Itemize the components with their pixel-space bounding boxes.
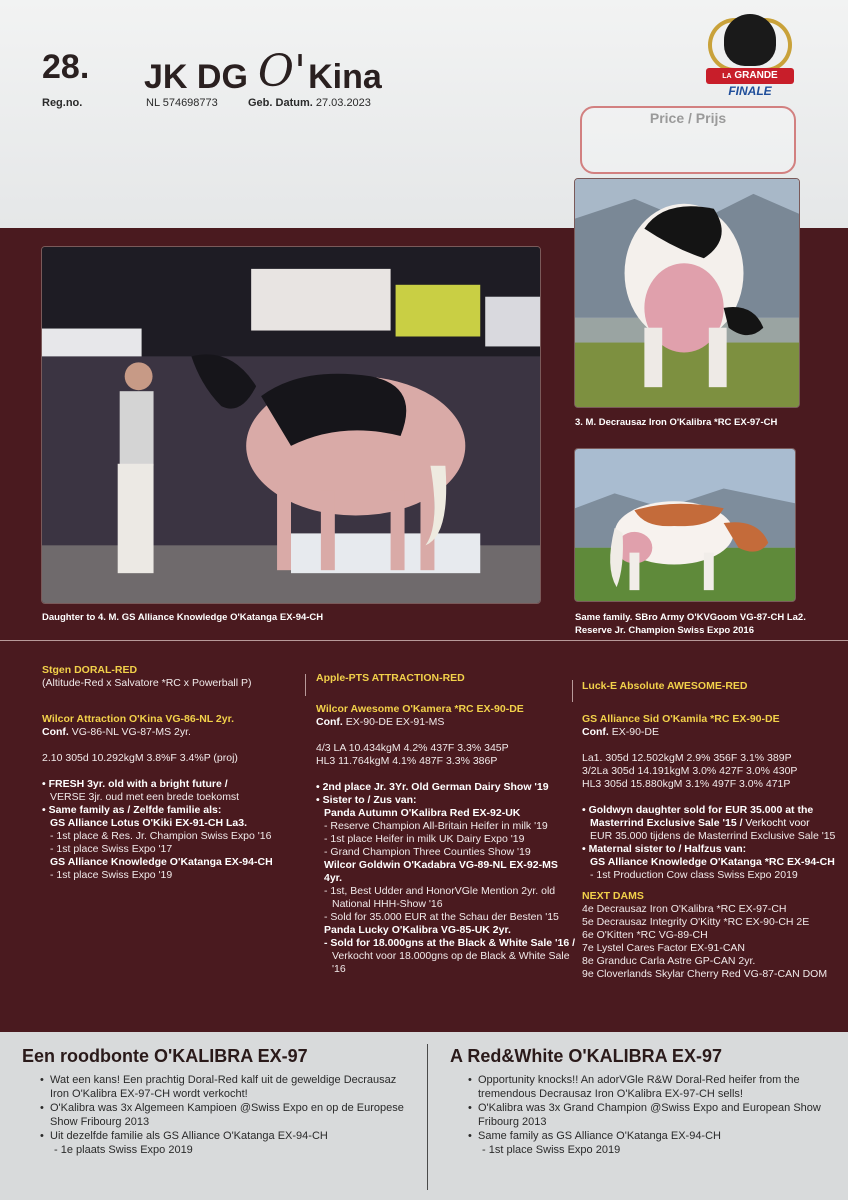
summary-item: • O'Kalibra was 3x Algemeen Kampioen @Swiss Expo en op de Europese Show Fribourg 2013 — [40, 1101, 417, 1129]
dam-conf: Conf. VG-86-NL VG-87-MS 2yr. — [42, 726, 191, 738]
logo-finale: FINALE — [728, 84, 772, 98]
main-photo — [41, 246, 541, 604]
sire-name: Apple-PTS ATTRACTION-RED — [316, 672, 465, 684]
pedigree-column-sire — [42, 664, 298, 882]
dam-production: 2.10 305d 10.292kgM 3.8%F 3.4%P (proj) — [42, 752, 238, 764]
summary-subitem: - 1e plaats Swiss Expo 2019 — [54, 1144, 193, 1156]
dam-name: Wilcor Awesome O'Kamera *RC EX-90-DE — [316, 703, 524, 715]
family-member: GS Alliance Lotus O'Kiki EX-91-CH La3. — [50, 817, 247, 829]
sister-achievement: - 1st, Best Udder and HonorVGle Mention 2yr. old — [324, 885, 556, 897]
price-box — [580, 106, 796, 174]
highlight: • 2nd place Jr. 3Yr. Old German Dairy Show '19 — [316, 781, 549, 793]
animal-name — [144, 48, 382, 99]
summary-subitem: - 1st place Swiss Expo 2019 — [482, 1144, 621, 1156]
sister-achievement: - Reserve Champion All-Britain Heifer in milk '19 — [324, 820, 548, 832]
family-heading: • Same family as / Zelfde familie als: — [42, 804, 222, 816]
dam-production: HL3 305d 15.880kgM 3.1% 497F 3.0% 471P — [582, 778, 791, 790]
family-achievement: - 1st place Swiss Expo '19 — [50, 869, 173, 881]
sister-achievement: - Sold for 35.000 EUR at the Schau der Besten '15 — [324, 911, 559, 923]
price-label: Price / Prijs — [649, 110, 727, 126]
highlight: Masterrind Exclusive Sale '15 / Verkocht voor — [590, 817, 810, 829]
next-dam: 6e O'Kitten *RC VG-89-CH — [582, 929, 708, 941]
summary-item: • Wat een kans! Een prachtig Doral-Red kalf uit de geweldige Decrausaz Iron O'Kalibra EX-97-CH wordt verkocht! — [40, 1073, 417, 1101]
lot-number: 28. — [42, 48, 90, 86]
family-member: GS Alliance Knowledge O'Katanga EX-94-CH — [50, 856, 273, 868]
next-dam: 5e Decrausaz Integrity O'Kitty *RC EX-90-CH 2E — [582, 916, 810, 928]
cow-head-icon — [724, 14, 776, 66]
main-photo-caption: Daughter to 4. M. GS Alliance Knowledge O'Katanga EX-94-CH — [42, 612, 324, 623]
column-divider — [305, 674, 306, 696]
next-dam: 4e Decrausaz Iron O'Kalibra *RC EX-97-CH — [582, 903, 787, 915]
sister: Panda Autumn O'Kalibra Red EX-92-UK — [324, 807, 521, 819]
sister-achievement: - 1st place Heifer in milk UK Dairy Expo '19 — [324, 833, 525, 845]
sister-achievement: National HHH-Show '16 — [332, 898, 443, 910]
sire-name: Luck-E Absolute AWESOME-RED — [582, 680, 748, 692]
column-divider — [572, 680, 573, 702]
maternal-sister: GS Alliance Knowledge O'Katanga *RC EX-94-CH — [590, 856, 835, 868]
summary-dutch-title: Een roodbonte O'KALIBRA EX-97 — [22, 1046, 308, 1066]
sister-achievement: - Grand Champion Three Counties Show '19 — [324, 846, 531, 858]
highlight: • Goldwyn daughter sold for EUR 35.000 at the — [582, 804, 814, 816]
dam-conf: Conf. EX-90-DE EX-91-MS — [316, 716, 445, 728]
sister-heading: • Sister to / Zus van: — [316, 794, 417, 806]
highlight-nl: EUR 35.000 tijdens de Masterrind Exclusive Sale '15 — [590, 830, 836, 842]
pedigree-column-granddam — [582, 680, 844, 981]
summary-item: • O'Kalibra was 3x Grand Champion @Swiss Expo and European Show Fribourg 2013 — [468, 1101, 840, 1129]
photo-okvgoom-caption-2: Reserve Jr. Champion Swiss Expo 2016 — [575, 625, 755, 636]
photo-okalibra-caption: 3. M. Decrausaz Iron O'Kalibra *RC EX-97-CH — [575, 417, 778, 428]
la-grande-finale-logo — [702, 8, 798, 100]
dob: Geb. Datum. 27.03.2023 — [248, 97, 371, 109]
photo-okvgoom — [574, 448, 796, 602]
next-dam: 9e Cloverlands Skylar Cherry Red VG-87-CAN DOM — [582, 968, 828, 980]
sister-achievement: Verkocht voor 18.000gns op de Black & White Sale '16 — [332, 950, 570, 975]
summary-item: • Same family as GS Alliance O'Katanga EX-94-CH — [468, 1129, 840, 1143]
regno-value: NL 574698773 — [146, 97, 218, 109]
logo-ribbon: LA GRANDE — [706, 68, 794, 84]
section-divider — [0, 640, 848, 641]
name-script: O' — [257, 46, 307, 97]
maternal-sister-heading: • Maternal sister to / Halfzus van: — [582, 843, 747, 855]
sire-pedigree: (Altitude-Red x Salvatore *RC x Powerball P) — [42, 677, 252, 689]
dam-production: 4/3 LA 10.434kgM 4.2% 437F 3.3% 345P — [316, 742, 509, 754]
dam-production: HL3 11.764kgM 4.1% 487F 3.3% 386P — [316, 755, 498, 767]
next-dam: 7e Lystel Cares Factor EX-91-CAN — [582, 942, 746, 954]
dam-production: La1. 305d 12.502kgM 2.9% 356F 3.1% 389P — [582, 752, 792, 764]
dam-production: 3/2La 305d 14.191kgM 3.0% 427F 3.0% 430P — [582, 765, 798, 777]
summary-divider — [427, 1044, 428, 1190]
summary-english-title: A Red&White O'KALIBRA EX-97 — [450, 1046, 722, 1066]
family-achievement: - 1st place Swiss Expo '17 — [50, 843, 173, 855]
photo-okalibra — [574, 178, 800, 408]
sister: Panda Lucky O'Kalibra VG-85-UK 2yr. — [324, 924, 511, 936]
next-dam: 8e Granduc Carla Astre GP-CAN 2yr. — [582, 955, 756, 967]
summary-dutch — [22, 1046, 417, 1157]
name-suffix: Kina — [308, 58, 382, 96]
highlight: • FRESH 3yr. old with a bright future / — [42, 778, 228, 790]
sister-achievement: - Sold for 18.000gns at the Black & White Sale '16 / — [324, 937, 576, 949]
highlight-nl: VERSE 3jr. oud met een brede toekomst — [50, 791, 240, 803]
name-prefix: JK DG — [144, 58, 248, 96]
sister: Wilcor Goldwin O'Kadabra VG-89-NL EX-92-MS 4yr. — [324, 859, 558, 884]
sire-name: Stgen DORAL-RED — [42, 664, 138, 676]
photo-okvgoom-caption-1: Same family. SBro Army O'KVGoom VG-87-CH La2. — [575, 612, 806, 623]
pedigree-column-dam — [316, 672, 578, 976]
summary-english — [450, 1046, 840, 1157]
dam-name: Wilcor Attraction O'Kina VG-86-NL 2yr. — [42, 713, 235, 725]
regno-label: Reg.no. — [42, 97, 83, 109]
summary-item: • Uit dezelfde familie als GS Alliance O'Katanga EX-94-CH — [40, 1129, 417, 1143]
summary-item: • Opportunity knocks!! An adorVGle R&W Doral-Red heifer from the tremendous Decrausaz Iron O'Kalibra EX-97-CH sells! — [468, 1073, 840, 1101]
maternal-sister-achievement: - 1st Production Cow class Swiss Expo 2019 — [590, 869, 798, 881]
family-achievement: - 1st place & Res. Jr. Champion Swiss Expo '16 — [50, 830, 272, 842]
dam-name: GS Alliance Sid O'Kamila *RC EX-90-DE — [582, 713, 780, 725]
dam-conf: Conf. EX-90-DE — [582, 726, 660, 738]
next-dams-title: NEXT DAMS — [582, 890, 644, 902]
